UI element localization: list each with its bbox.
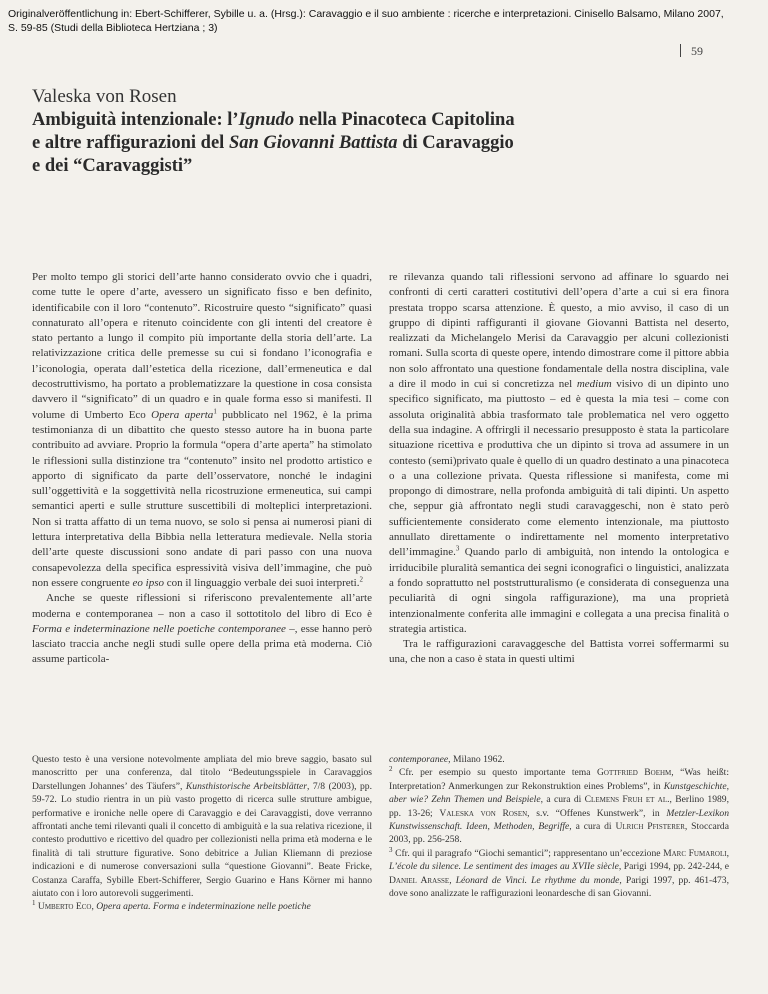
article-title bbox=[32, 109, 752, 178]
paragraph: re rilevanza quando tali riflessioni servono ad affinare lo sguardo nei confronti di certi caratteri costitutivi dell’opera d’arte a cui si era finora prestata troppo scarsa attenzione. È questo, a mio avviso, il caso di un gruppo di dipinti raffiguranti il giovane Giovanni Battista nel deserto, realizzati da Michelangelo Merisi da Caravaggio per alcuni collezionisti romani. Sulla scorta di queste opere, intendo dimostrare come il pittore abbia non solo affrontato una questione fondamentale della nostra disciplina, vale a dire il modo in cui si concretizza nel medium visivo di un dipinto uno specifico significato, ma piuttosto – ed è questa la mia tesi – come con assoluta originalità abbia trasformato tale problematica nel vero oggetto della sua indagine. A offrirgli il necessario presupposto è stata la particolare situazione ricettiva e produttiva che un dipinto si trova ad assumere in un contesto (semi)privato quale è quello di un quadro destinato a una pinacoteca o a una collezione privata. Questa riflessione si manifesta, come mi propongo di dimostrare, nella profonda ambiguità di tali dipinti. Un aspetto che, seppur già affrontato negli studi caravaggeschi, non è stato però sufficientemente considerato come elemento intenzionale, ma piuttosto annullato direttamente o indirettamente nel momento interpretativo dell’immagine.$^3$ Quando parlo di ambiguità, non intendo la ontologica e irriducibile pluralità semantica dei segni iconografici o linguistici, analizzata a fondo soprattutto nel poststrutturalismo (e considerata di conseguenza una peculiarità di ogni singola raffigurazione), ma una proprietà intenzionalmente conferita alle immagini e collegata a una precisa finalità o strategia artistica. bbox=[389, 271, 729, 635]
citation-line-2: S. 59-85 (Studi della Biblioteca Hertziana ; 3) bbox=[8, 22, 218, 34]
footnote: $^1$ Umberto Eco, Opera aperta. Forma e indeterminazione nelle poetiche bbox=[32, 899, 311, 913]
footnote: $^3$ Cfr. qui il paragrafo “Giochi semantici”; rappresentano un’eccezione Marc Fumaroli, L’école du silence. Le sentiment des images au XVIIe siècle, Parigi 1994, pp. 242-244, e Daniel Arasse, Léonard de Vinci. Le rhythme du monde, Parigi 1997, pp. 461-473, dove sono analizzate le raffigurazioni leonardesche di san Giovanni. bbox=[389, 845, 729, 900]
paragraph: Tra le raffigurazioni caravaggesche del Battista vorrei soffermarmi su una, che non a caso è stata in questi ultimi bbox=[389, 638, 729, 666]
source-citation-header bbox=[8, 7, 768, 35]
footnote-ref: 2 bbox=[359, 575, 363, 584]
title-line-1: Ambiguità intenzionale: l’Ignudo nella Pinacoteca Capitolina bbox=[32, 110, 515, 130]
footnote: $^2$ Cfr. per esempio su questo importante tema Gottfried Boehm, “Was heißt: Interpretation? Anmerkungen zur Rekonstruktion eines Problems”, in Kunstgeschichte, aber wie? Zehn Themen und Beispiele, a cura di Clemens Fruh et al., Berlino 1989, pp. 13-26; Valeska von Rosen, s.v. “Offenes Kunstwerk”, in Metzler-Lexikon Kunstwissenschaft. Ideen, Methoden, Begriffe, a cura di Ulrich Pfisterer, Stoccarda 2003, pp. 256-258. bbox=[389, 765, 730, 846]
footnote-ref: 3 bbox=[455, 544, 460, 553]
page-number-text: 59 bbox=[691, 44, 703, 58]
title-line-3: e dei “Caravaggisti” bbox=[32, 156, 193, 176]
title-line-2: e altre raffigurazioni del San Giovanni Battista di Caravaggio bbox=[32, 133, 514, 153]
footnotes-right bbox=[389, 753, 729, 900]
footnote: contemporanee, Milano 1962. bbox=[389, 754, 505, 765]
paragraph: Anche se queste riflessioni si riferiscono prevalentemente all’arte moderna e contemporanea – non a caso il sottotitolo del libro di Eco è Forma e indeterminazione nelle poetiche contemporanee –, esse hanno però lasciato traccia anche negli studi sulle opere della prima età moderna. Ciò assume particola- bbox=[32, 592, 372, 666]
page-number bbox=[680, 44, 703, 59]
paragraph: Per molto tempo gli storici dell’arte hanno considerato ovvio che i quadri, come tutte le opere d’arte, avessero un significato fisso e ben definito, identificabile con il loro “contenuto”. Ricostruire questo “significato” quasi connaturato all’opera e ritenuto coincidente con gli intenti del creatore è stato pertanto a lungo il compito più importante della storia dell’arte. La relativizzazione critica delle premesse su cui si fondano l’iconografia e l’iconologia, operata dall’estetica della ricezione, dall’ermeneutica e dal decostruttivismo, ha portato a problematizzare la questione in cosa consista davvero il “significato” di un quadro e in quale forma esso si manifesti. Il volume di Umberto Eco Opera aperta$^1$ pubblicato nel 1962, è la prima testimonianza di un dibattito che questo stesso autore ha in buona parte contribuito ad avviare. Proprio la formula “opera d’arte aperta” ha stimolato le riflessioni sulla distinzione tra “contenuto” insito nel prodotto artistico e apporto di significato da parte dell’osservatore, nonché le indagini sull’oggettività e la soggettività nella ricostruzione ermeneutica, sui campi semantici aperti e sulle strutture suscettibili di molteplici interpretazioni. Non si tratta affatto di un tema nuovo, se solo si pensa ai numerosi piani di lettura interpretativa della Bibbia nella letteratura medievale. Nella storia dell’arte queste discussioni sono andate di pari passo con una nuova consapevolezza della specifica espressività visiva dell’immagine, che può non essere congruente eo ipso con il linguaggio verbale dei suoi interpreti.$^2$ bbox=[32, 271, 372, 589]
body-column-right bbox=[389, 270, 729, 668]
footnote-ref: 1 bbox=[213, 407, 217, 416]
author-name: Valeska von Rosen bbox=[32, 86, 177, 107]
citation-line-1: Originalveröffentlichung in: Ebert-Schifferer, Sybille u. a. (Hrsg.): Caravaggio e il suo ambiente : ricerche e interpretazioni. Cinisello Balsamo, Milano 2007, bbox=[8, 8, 724, 20]
footnotes-left bbox=[32, 753, 372, 914]
page-rule bbox=[680, 44, 681, 57]
body-column-left bbox=[32, 270, 372, 668]
footnote: Questo testo è una versione notevolmente ampliata del mio breve saggio, basato sul manoscritto per una conferenza, dal titolo “Bedeutungsspiele in Caravaggios Darstellungen Johannes’ des Täufers”, Kunsthistorische Arbeitsblätter, 7/8 (2003), pp. 59-72. Lo studio rientra in un più vasto progetto di ricerca sulle strutture ambigue, performative e ironiche nelle opere di Caravaggio e dei Caravaggisti, dove verranno affrontati anche temi rilevanti quali il concetto di ambiguità e la sua relativa ricezione, il contesto produttivo e ricettivo del quadro per collezionisti nella prima età moderna e le finalità di tali strutture figurative. Sono debitrice a Julian Kliemann di preziose indicazioni e di numerose conversazioni sulla “questione Giovanni”. Beate Fricke, Costanza Caraffa, Sybille Ebert-Schifferer, Sergio Guarino e Hans Körner mi hanno aiutato con i loro autorevoli suggerimenti. bbox=[32, 754, 372, 900]
